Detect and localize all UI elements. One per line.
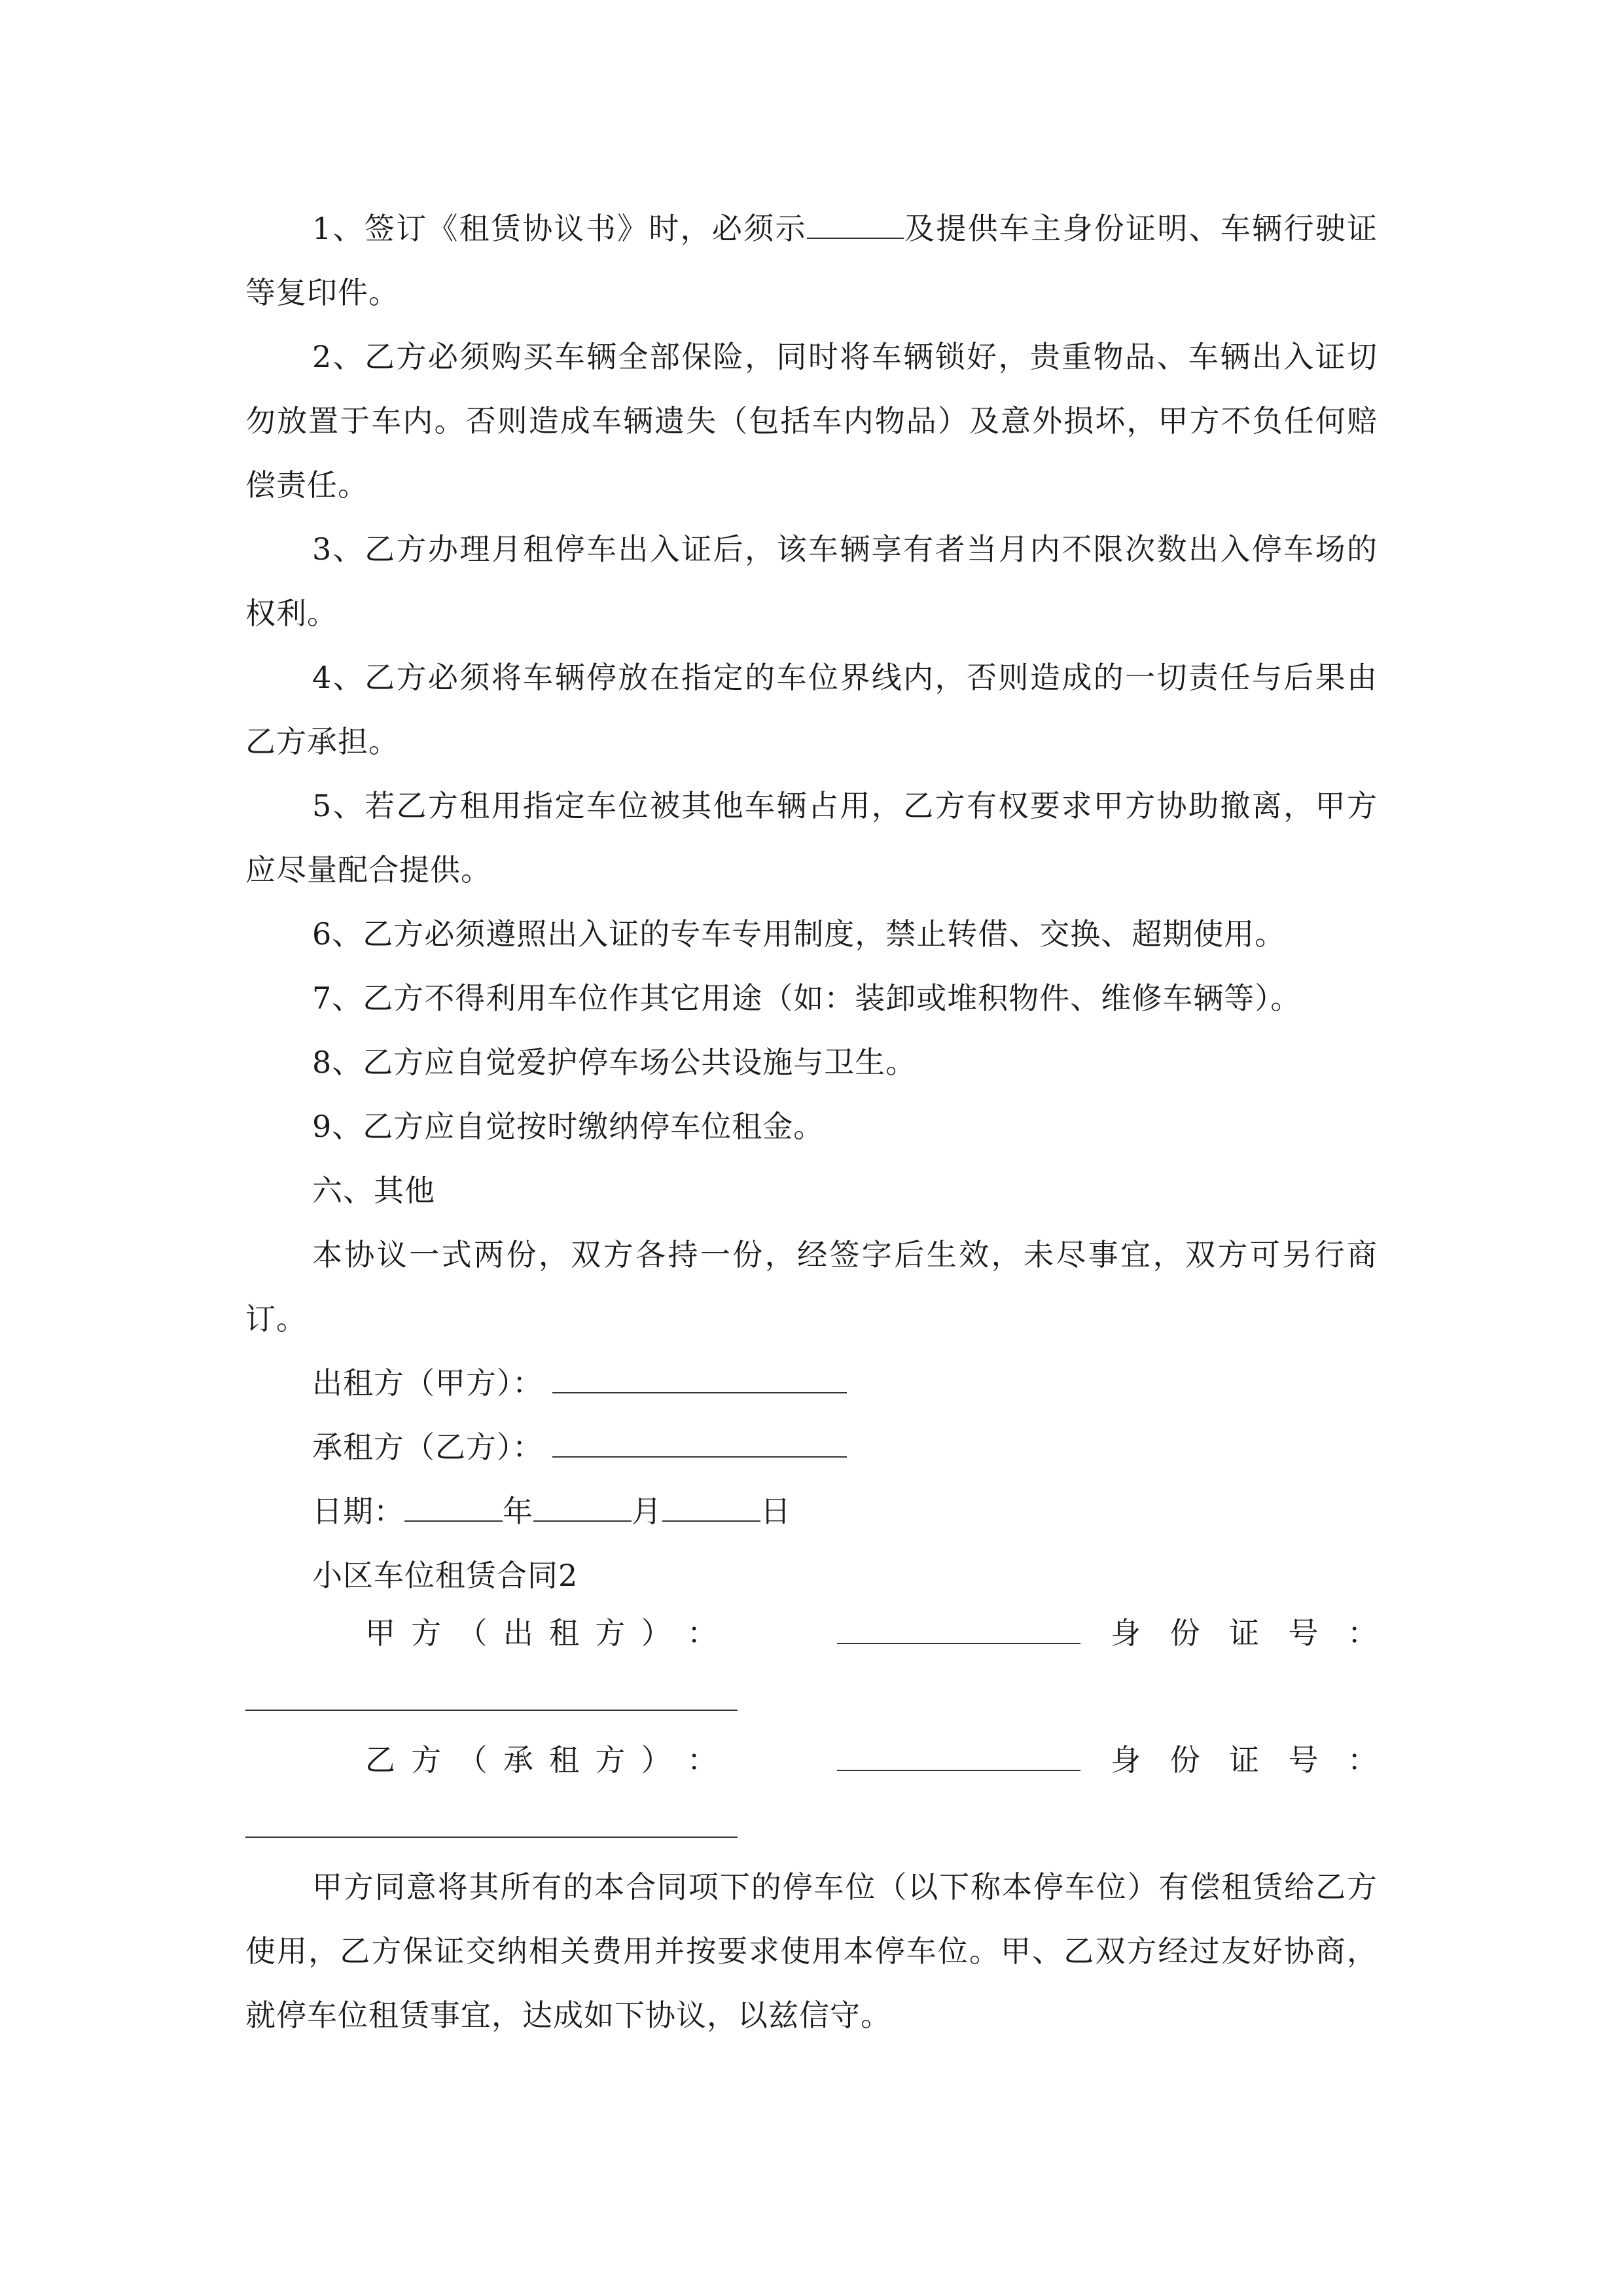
- contract-2-intro: [245, 1855, 1378, 2047]
- contract-2-title: 小区车位租赁合同2: [312, 1558, 579, 1593]
- party-a-label: 甲 方 （ 出 租 方 ） ：: [365, 1615, 717, 1651]
- clauses-block: [245, 196, 1378, 1607]
- party-b-label: 乙 方 （ 承 租 方 ） ：: [365, 1742, 717, 1778]
- clause-5: 5、若乙方租用指定车位被其他车辆占用，乙方有权要求甲方协助撤离，甲方应尽量配合提供。: [245, 788, 1378, 888]
- year-label: 年: [503, 1494, 533, 1529]
- lessor-signature-blank: [552, 1366, 847, 1393]
- party-a-name-blank: [837, 1643, 1080, 1644]
- clause-4: 4、乙方必须将车辆停放在指定的车位界线内，否则造成的一切责任与后果由乙方承担。: [245, 660, 1378, 759]
- clause-1: [245, 196, 1378, 325]
- clause-1-text-a: 1、签订《租赁协议书》时，必须示: [312, 211, 807, 246]
- year-blank: [404, 1494, 503, 1522]
- party-a-row: [245, 1601, 1378, 1665]
- clause-1-text-b: 及提供车主身份证明、车辆行驶证等复印件。: [245, 211, 1378, 310]
- clause-3: 3、乙方办理月租停车出入证后，该车辆享有者当月内不限次数出入停车场的权利。: [245, 531, 1378, 631]
- clause-9: 9、乙方应自觉按时缴纳停车位租金。: [312, 1109, 825, 1144]
- lessor-signature-line: [245, 1351, 1378, 1415]
- closing-paragraph: 本协议一式两份，双方各持一份，经签字后生效，未尽事宜，双方可另行商订。: [245, 1237, 1378, 1336]
- day-blank: [662, 1494, 760, 1522]
- blank-line: [807, 211, 904, 239]
- party-a-id-blank: [245, 1710, 738, 1711]
- lessee-label: 承租方（乙方）：: [312, 1429, 543, 1465]
- month-blank: [533, 1494, 632, 1522]
- day-label: 日: [760, 1494, 791, 1529]
- lessee-signature-line: [245, 1415, 1378, 1479]
- section-heading: 六、其他: [312, 1173, 435, 1208]
- lessee-signature-blank: [552, 1430, 847, 1458]
- clause-7: 7、乙方不得利用车位作其它用途（如：装卸或堆积物件、维修车辆等）。: [312, 980, 1302, 1016]
- date-line: [245, 1479, 1378, 1543]
- party-b-name-blank: [837, 1770, 1080, 1771]
- party-b-row: [245, 1728, 1378, 1792]
- clause-8: 8、乙方应自觉爱护停车场公共设施与卫生。: [312, 1045, 917, 1080]
- date-label: 日期：: [312, 1494, 404, 1529]
- party-b-id-blank: [245, 1837, 738, 1838]
- intro-paragraph: 甲方同意将其所有的本合同项下的停车位（以下称本停车位）有偿租赁给乙方使用，乙方保证交纳相关费用并按要求使用本停车位。甲、乙双方经过友好协商，就停车位租赁事宜，达成如下协议，以兹信守。: [245, 1869, 1378, 2033]
- clause-6: 6、乙方必须遵照出入证的专车专用制度，禁止转借、交换、超期使用。: [312, 916, 1286, 952]
- party-a-id-label: 身 份 证 号 ：: [1111, 1615, 1378, 1651]
- clause-2: 2、乙方必须购买车辆全部保险，同时将车辆锁好，贵重物品、车辆出入证切勿放置于车内。否则造成车辆遗失（包括车内物品）及意外损坏，甲方不负任何赔偿责任。: [245, 339, 1378, 503]
- month-label: 月: [632, 1494, 662, 1529]
- party-b-id-label: 身 份 证 号 ：: [1111, 1742, 1378, 1778]
- lessor-label: 出租方（甲方）：: [312, 1365, 543, 1401]
